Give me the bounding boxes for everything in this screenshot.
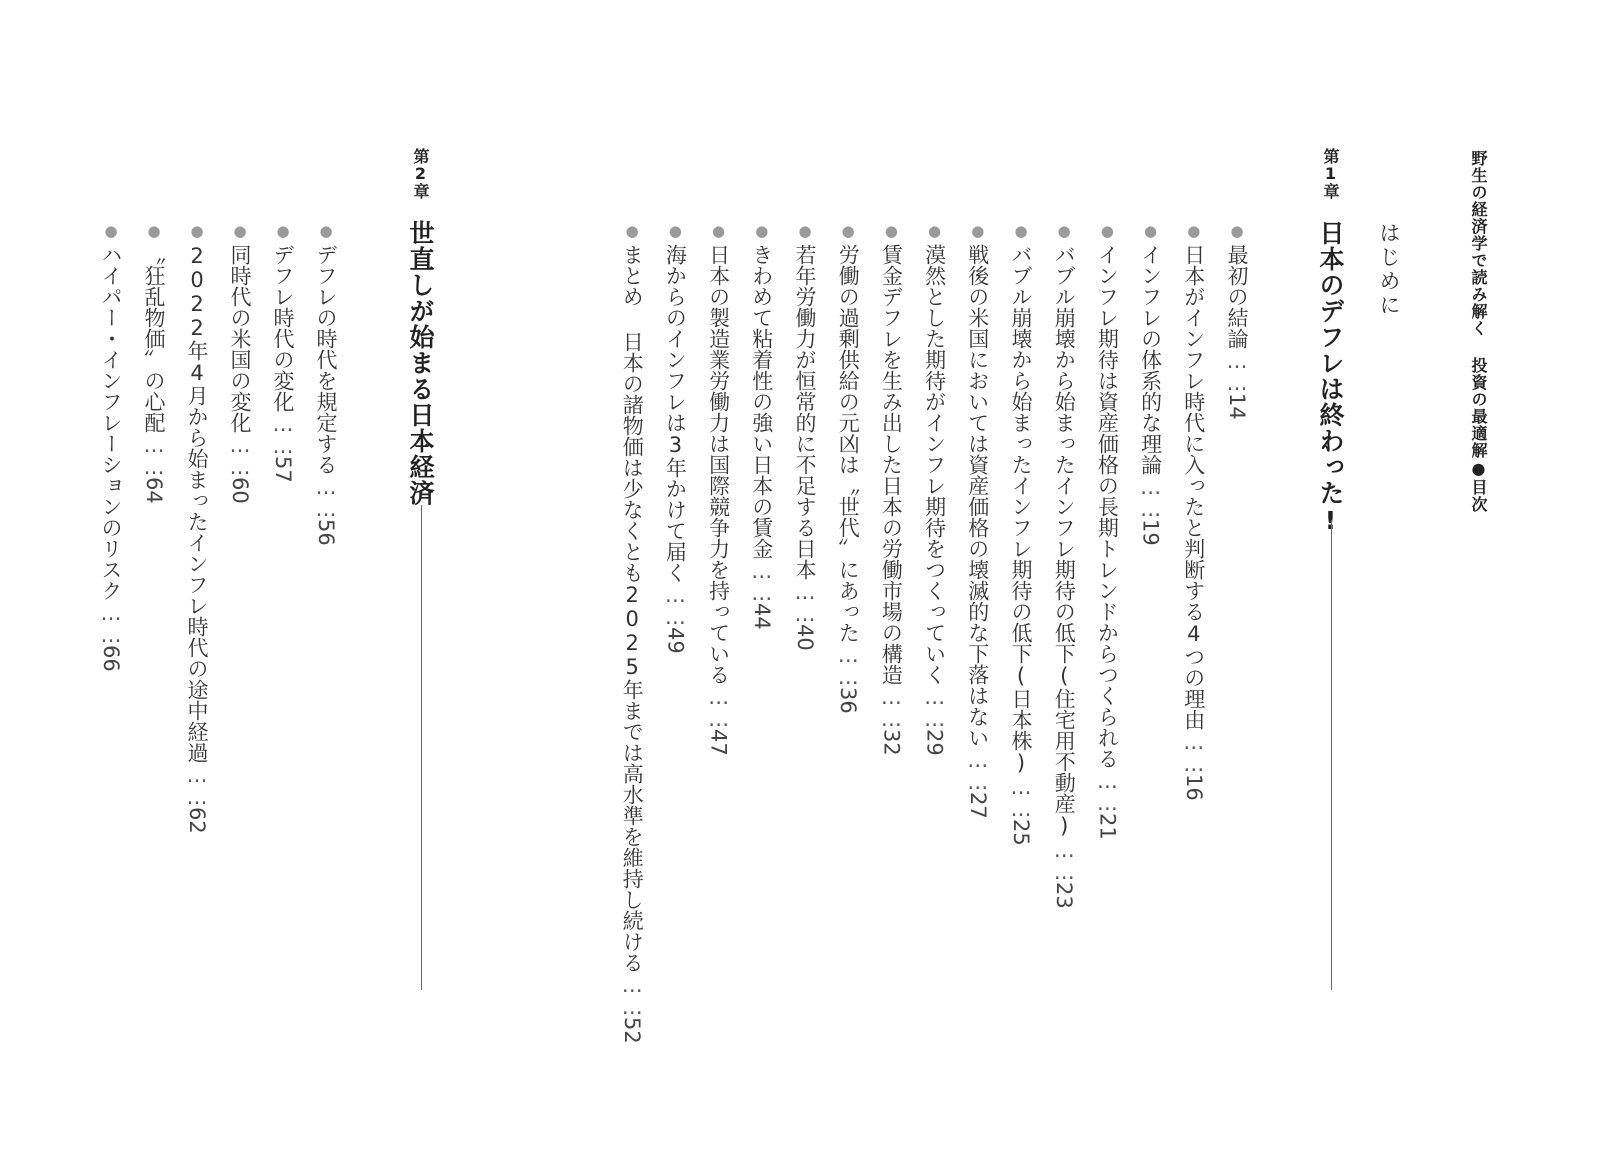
bullet-icon: ● (231, 222, 249, 240)
leader-dots: …… (185, 763, 209, 807)
toc-entry (315, 222, 336, 546)
entry-text: 日本の製造業労働力は国際競争力を持っている (706, 244, 731, 685)
leader-dots: …… (620, 973, 645, 1017)
page-number: 36 (836, 687, 861, 714)
leader-dots: …… (879, 685, 904, 729)
entry-text: 戦後の米国においては資産価格の壊滅的な下落はない (965, 244, 990, 748)
entry-text: インフレ期待は資産価格の長期トレンドからつくられる (1095, 244, 1120, 769)
toc-entry (100, 222, 121, 672)
entry-text: 同時代の米国の変化 (228, 244, 252, 433)
toc-entry (708, 222, 729, 756)
chapter1-label: 第1章 (1321, 148, 1340, 199)
toc-entry (143, 222, 164, 504)
toc-entry (1095, 222, 1120, 840)
bullet-icon: ● (188, 222, 206, 240)
page-number: 19 (1138, 519, 1163, 546)
toc-entry (924, 222, 945, 756)
bullet-icon: ● (882, 222, 901, 240)
bullet-icon: ● (839, 222, 858, 240)
leader-dots: …… (99, 601, 123, 645)
entry-text: ハイパー・インフレーションのリスク (99, 244, 123, 601)
toc-entry (1052, 222, 1077, 909)
leader-dots: …… (314, 475, 338, 519)
leader-dots: …… (142, 433, 166, 477)
leader-dots: …… (706, 685, 731, 729)
leader-dots: …… (271, 412, 295, 456)
bullet-icon: ● (1141, 222, 1160, 240)
page-number: 44 (749, 603, 774, 630)
bullet-icon: ● (752, 222, 771, 240)
entry-text: デフレの時代を規定する (314, 244, 338, 475)
entry-text: デフレ時代の変化 (271, 244, 295, 412)
bullet-icon: ● (1098, 222, 1117, 240)
leader-dots: …… (1095, 769, 1120, 813)
entry-text: 日本がインフレ時代に入ったと判断する4つの理由 (1181, 244, 1206, 730)
leader-dots: …… (1052, 838, 1077, 882)
bullet-icon: ● (925, 222, 944, 240)
page-number: 47 (706, 729, 731, 756)
toc-entry (620, 222, 645, 1044)
page-number: 64 (142, 477, 166, 504)
leader-dots: …… (922, 685, 947, 729)
toc-entry (272, 222, 293, 483)
page-number: 14 (1225, 393, 1249, 420)
page-number: 56 (314, 519, 338, 546)
leader-dots: …… (663, 583, 688, 627)
bullet-icon: ● (1228, 222, 1246, 240)
bullet-icon: ● (623, 222, 642, 240)
bullet-icon: ● (968, 222, 987, 240)
bullet-icon: ● (145, 222, 163, 240)
bullet-icon: ● (666, 222, 685, 240)
toc-entry (794, 222, 815, 651)
page-number: 62 (185, 807, 209, 834)
toc-entry (751, 222, 772, 630)
bullet-icon: ● (1012, 222, 1030, 240)
bullet-icon: ● (796, 222, 814, 240)
entry-text: 若年労働力が恒常的に不足する日本 (793, 244, 817, 580)
bullet-icon: ● (274, 222, 292, 240)
page-number: 57 (271, 456, 295, 483)
chapter1-rule (1331, 520, 1332, 990)
entry-text: 賃金デフレを生み出した日本の労働市場の構造 (879, 244, 904, 685)
book-title: 野生の経済学で読み解く 投資の最適解 (1469, 150, 1488, 459)
entry-text: 最初の結論 (1225, 244, 1249, 349)
page-number: 27 (965, 792, 990, 819)
entry-text: バブル崩壊から始まったインフレ期待の低下(日本株) (1009, 244, 1033, 775)
page-number: 66 (99, 645, 123, 672)
header-separator: ● (1469, 459, 1488, 479)
bullet-icon: ● (317, 222, 335, 240)
leader-dots: …… (965, 748, 990, 792)
bullet-icon: ● (102, 222, 120, 240)
toc-entry (967, 222, 988, 819)
toc-entry (1140, 222, 1161, 546)
leader-dots: …… (228, 433, 252, 477)
page-number: 25 (1009, 819, 1033, 846)
leader-dots: …… (1009, 775, 1033, 819)
toc-entry (1010, 222, 1031, 846)
page-number: 32 (879, 729, 904, 756)
toc-entry (229, 222, 250, 504)
bullet-icon: ● (709, 222, 728, 240)
chapter2-title: 世直しが始まる日本経済 (406, 220, 435, 506)
entry-text: 海からのインフレは3年かけて届く (663, 244, 688, 583)
toc-entry (1226, 222, 1247, 420)
page-number: 16 (1181, 774, 1206, 801)
page-number: 40 (793, 624, 817, 651)
bullet-icon: ● (1184, 222, 1203, 240)
running-header (1470, 150, 1486, 513)
leader-dots: …… (793, 580, 817, 624)
page-number: 52 (620, 1017, 645, 1044)
toc-entry (879, 222, 904, 756)
toc-entry (186, 222, 207, 834)
leader-dots: …… (1225, 349, 1249, 393)
page-number: 49 (663, 627, 688, 654)
chapter1-title: 日本のデフレは終わった! (1316, 220, 1345, 536)
leader-dots: …… (1138, 475, 1163, 519)
entry-text: 2022年4月から始まったインフレ時代の途中経過 (185, 244, 209, 763)
entry-text: きわめて粘着性の強い日本の賃金 (749, 244, 774, 559)
page-number: 21 (1095, 813, 1120, 840)
toc-entry (663, 222, 688, 654)
entry-text: インフレの体系的な理論 (1138, 244, 1163, 475)
chapter2-label: 第2章 (411, 148, 430, 199)
entry-text: まとめ 日本の諸物価は少なくとも2025年までは高水準を維持し続ける (620, 244, 645, 973)
leader-dots: …… (749, 559, 774, 603)
page-number: 29 (922, 729, 947, 756)
entry-text: 〝狂乱物価〟の心配 (142, 244, 166, 433)
header-section: 目次 (1469, 479, 1488, 513)
chapter2-rule (421, 505, 422, 990)
page-number: 23 (1052, 882, 1077, 909)
entry-text: バブル崩壊から始まったインフレ期待の低下(住宅用不動産) (1052, 244, 1077, 838)
bullet-icon: ● (1055, 222, 1074, 240)
leader-dots: …… (836, 643, 861, 687)
entry-text: 労働の過剰供給の元凶は〝世代〟にあった (836, 244, 861, 643)
entry-text: 漠然とした期待がインフレ期待をつくっていく (922, 244, 947, 685)
toc-entry (836, 222, 861, 714)
intro-entry: はじめに (1377, 222, 1401, 318)
leader-dots: …… (1181, 730, 1206, 774)
page-number: 60 (228, 477, 252, 504)
toc-entry (1183, 222, 1204, 801)
